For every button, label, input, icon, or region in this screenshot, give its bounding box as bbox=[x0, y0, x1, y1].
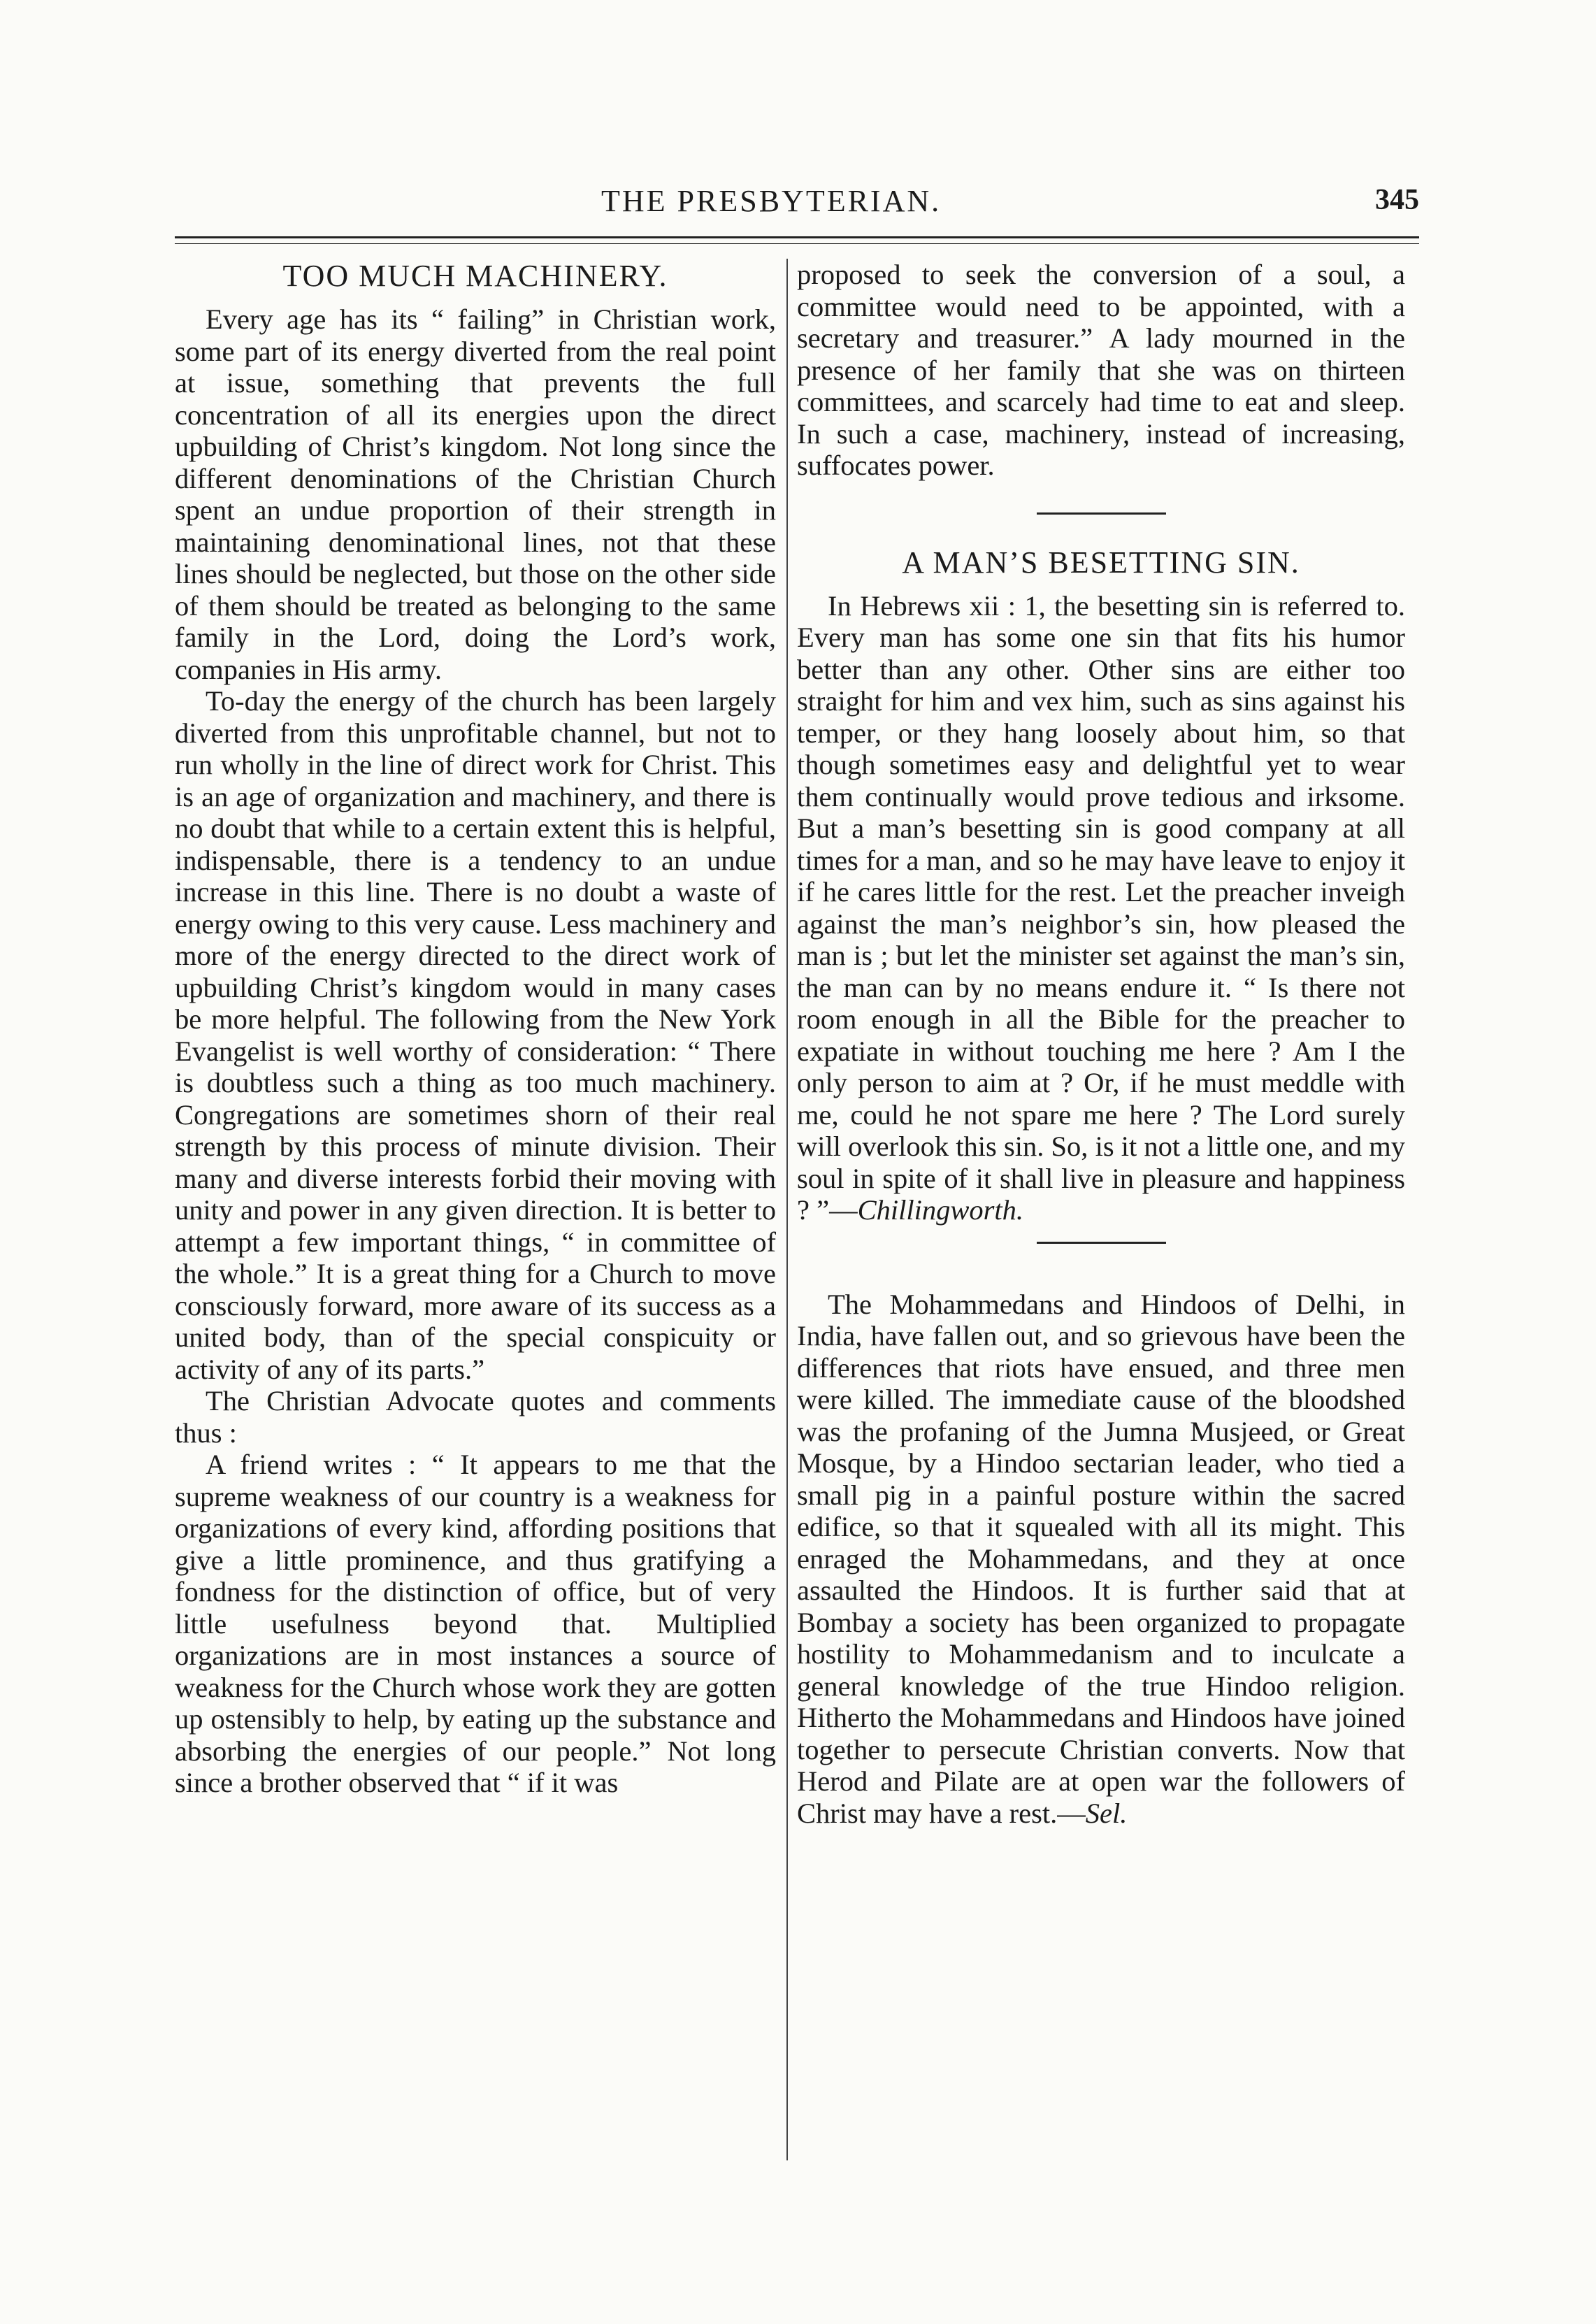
article-title-machinery: TOO MUCH MACHINERY. bbox=[282, 259, 668, 293]
attribution: Sel. bbox=[1085, 1797, 1128, 1829]
attribution: Chillingworth. bbox=[857, 1194, 1024, 1226]
paragraph: To-day the energy of the church has been largely diverted from this unprofitable channel, but not to run wholly in the line of direct work for Christ. This is an age of organization and machinery, and there is no doubt that while to a certain extent this is helpful, indispensable, there is a tendency to an undue increase in this line. There is no doubt a waste of energy owing to this very cause. Less machinery and more of the energy directed to the direct work of upbuilding Christ’s kingdom would in many cases be more helpful. The following from the New York Evangelist is well worthy of consideration: “ There is doubtless such a thing as too much machinery. Congregations are sometimes shorn of their real strength by this process of minute division. Their many and diverse interests forbid their moving with unity and power in any given direction. It is better to attempt a few important things, “ in committee of the whole.” It is a great thing for a Church to move consciously forward, more aware of its success as a united body, than of the special conspicuity or activity of any of its parts.” bbox=[175, 685, 776, 1385]
paragraph-continued: proposed to seek the conversion of a soul, a committee would need to be appointed, with a secretary and treasurer.” A lady mourned in the presence of her family that she was on thirteen committees, and scarcely had time to eat and sleep. In such a case, machinery, instead of increasing, suffocates power. bbox=[797, 259, 1405, 481]
paragraph-text: In Hebrews xii : 1, the besetting sin is referred to. Every man has some one sin that fits his humor better than any other. Other sins are either too straight for him and vex him, such as sins against his temper, or they hang loosely about him, so that though sometimes easy and delightful yet to wear them continually would prove tedious and irksome. But a man’s besetting sin is good company at all times for a man, and so he may have leave to enjoy it if he cares little for the rest. Let the preacher inveigh against the man’s neighbor’s sin, how pleased the man is ; but let the minister set against the man’s sin, the man can by no means endure it. “ Is there not room enough in all the Bible for the preacher to expatiate in without touching me here ? Am I the only person to aim at ? Or, if he must meddle with me, could he not spare me here ? The Lord surely will overlook this sin. So, is it not a little one, and my soul in spite of it shall live in pleasure and happiness ? ”— bbox=[797, 589, 1405, 1226]
running-head bbox=[175, 183, 1419, 232]
paragraph bbox=[797, 1289, 1405, 1830]
paragraph-text: The Mohammedans and Hindoos of Delhi, in India, have fallen out, and so grievous have been the differences that riots have ensued, and three men were killed. The immediate cause of the bloodshed was the profaning of the Jumna Musjeed, or Great Mosque, by a Hindoo sectarian leader, who tied a small pig in a painful posture within the sacred edifice, so that it squealed with all its might. This enraged the Mohammedans, and they at once assaulted the Hindoos. It is further said that at Bombay a society has been organized to propagate hostility to Mohammedanism and to inculcate a general knowledge of the true Hindoo religion. Hitherto the Mohammedans and Hindoos have joined together to persecute Christian converts. Now that Herod and Pilate are at open war the followers of Christ may have a rest.— bbox=[797, 1288, 1405, 1829]
left-column bbox=[175, 259, 776, 2202]
paragraph: A friend writes : “ It appears to me that the supreme weakness of our country is a weakness for organizations of every kind, affording positions that give a little prominence, and thus gratifying a fondness for the distinction of office, but of very little usefulness beyond that. Multiplied organizations are in most instances a source of weakness for the Church whose work they are gotten up ostensibly to help, by eating up the substance and absorbing the energies of our people.” Not long since a brother observed that “ if it was bbox=[175, 1449, 776, 1798]
page-number: 345 bbox=[1375, 184, 1419, 216]
running-title: THE PRESBYTERIAN. bbox=[601, 184, 942, 218]
header-rule bbox=[175, 236, 1419, 244]
column-divider bbox=[786, 259, 788, 2160]
right-column bbox=[797, 259, 1405, 2202]
section-rule bbox=[1037, 512, 1166, 515]
paragraph: Every age has its “ failing” in Christian work, some part of its energy diverted from the real point at issue, something that prevents the full concentration of all its energies upon the direct upbuilding of Christ’s kingdom. Not long since the different denominations of the Christian Church spent an undue proportion of their strength in maintaining denominational lines, not that these lines should be neglected, but those on the other side of them should be treated as belonging to the same family in the Lord, doing the Lord’s work, companies in His army. bbox=[175, 303, 776, 685]
paragraph bbox=[797, 590, 1405, 1226]
article-title-besetting-sin: A MAN’S BESETTING SIN. bbox=[902, 545, 1300, 580]
paragraph: The Christian Advocate quotes and comments thus : bbox=[175, 1385, 776, 1449]
section-rule bbox=[1037, 1242, 1166, 1244]
